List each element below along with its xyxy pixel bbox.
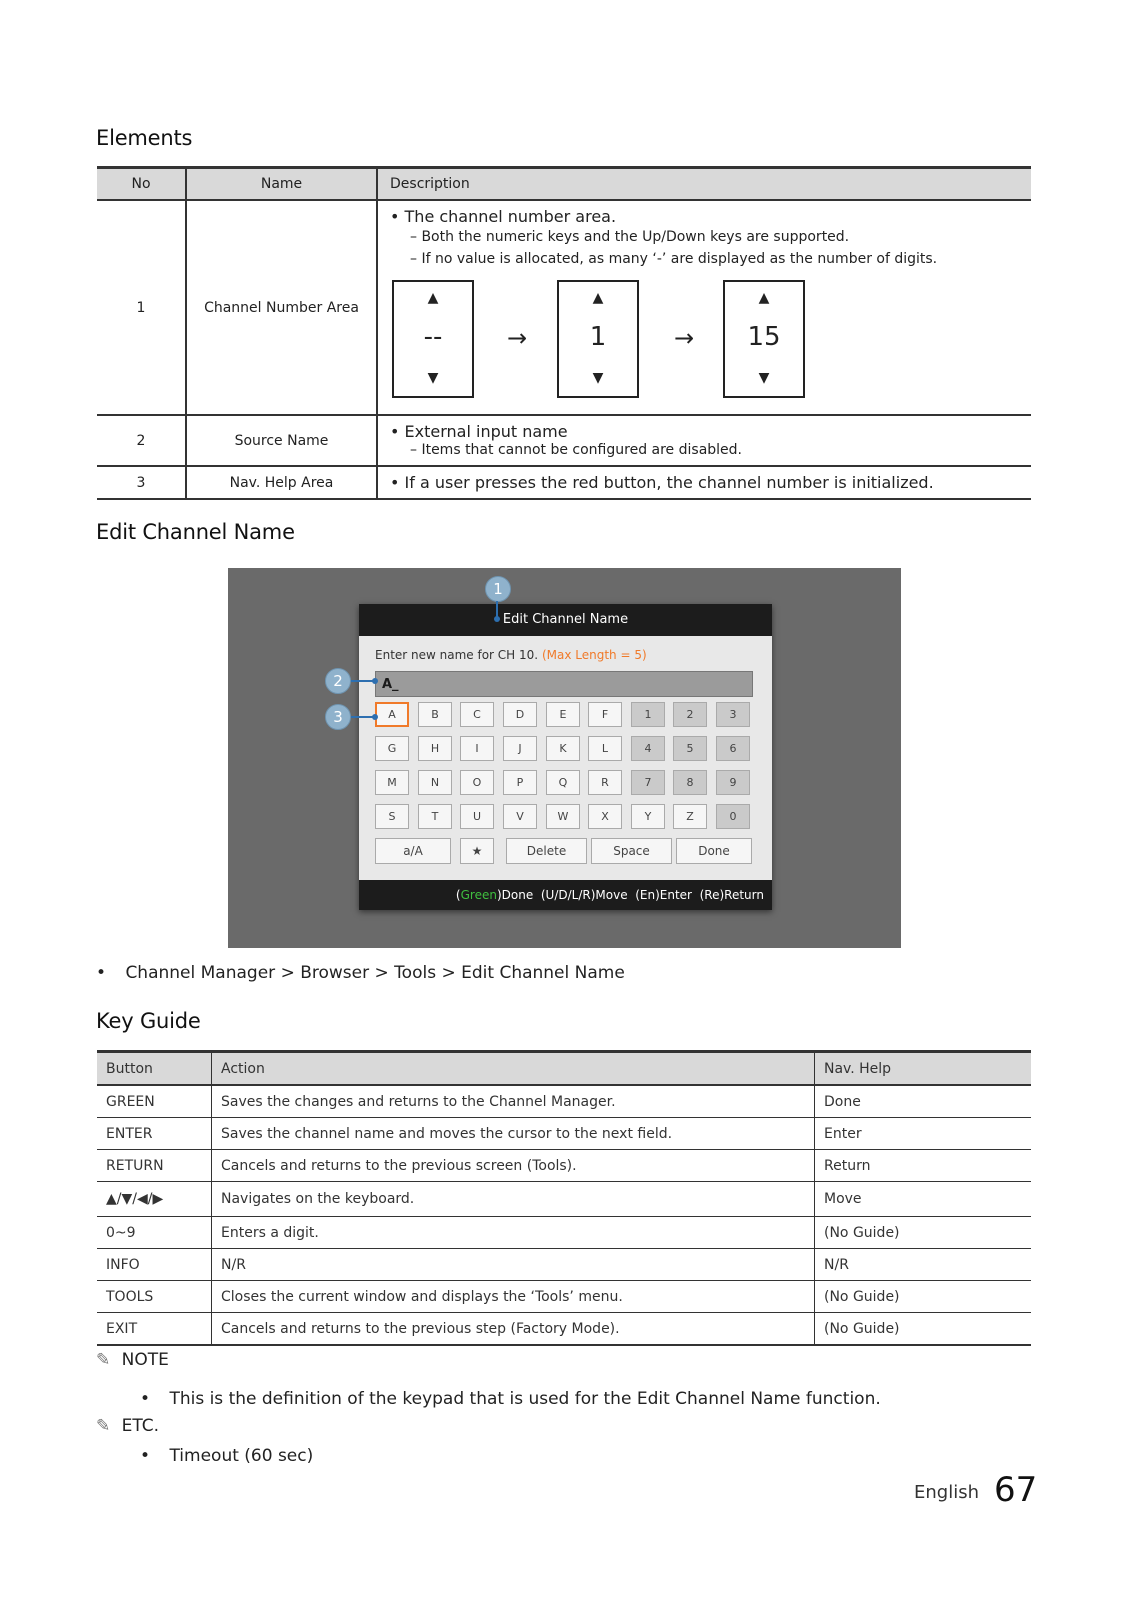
column-header-nav-help: Nav. Help (815, 1052, 1032, 1086)
breadcrumb-separator: > (374, 963, 389, 983)
key-guide-header-row (97, 1052, 1031, 1086)
keypad-key[interactable]: 6 (716, 736, 750, 761)
key-button-cell: 0~9 (97, 1217, 212, 1249)
description-bullet: • If a user presses the red button, the channel number is initialized. (390, 473, 934, 492)
table-row (97, 1150, 1031, 1182)
key-nav-help-cell: (No Guide) (815, 1281, 1032, 1313)
key-button-cell: EXIT (97, 1313, 212, 1346)
breadcrumb-item: Tools (394, 963, 437, 983)
keypad-key[interactable]: 0 (716, 804, 750, 829)
row-name: Source Name (186, 415, 377, 466)
column-header-button: Button (97, 1052, 212, 1086)
key-action-cell: Saves the changes and returns to the Channel Manager. (212, 1085, 815, 1118)
callout-1: 1 (485, 576, 511, 602)
key-button-cell: RETURN (97, 1150, 212, 1182)
keypad-key[interactable]: Z (673, 804, 707, 829)
breadcrumb-item: Channel Manager (125, 963, 276, 983)
keypad-key[interactable]: C (460, 702, 494, 727)
row-description (377, 415, 1031, 466)
keypad-key[interactable]: H (418, 736, 452, 761)
keypad-key[interactable]: 7 (631, 770, 665, 795)
digit-value: -- (423, 322, 443, 352)
key-action-cell: Cancels and returns to the previous step (Factory Mode). (212, 1313, 815, 1346)
key-guide-body (97, 1085, 1031, 1345)
right-arrow-icon: → (674, 324, 695, 352)
row-name: Nav. Help Area (186, 466, 377, 499)
key-nav-help-cell: Return (815, 1150, 1032, 1182)
up-arrow-icon: ▲ (592, 290, 604, 306)
breadcrumb (96, 963, 625, 983)
note-heading (96, 1350, 169, 1370)
breadcrumb-separator: > (280, 963, 295, 983)
keypad-key[interactable]: L (588, 736, 622, 761)
keypad-key[interactable]: G (375, 736, 409, 761)
callout-dot (372, 714, 378, 720)
description-sub: – Both the numeric keys and the Up/Down keys are supported. (410, 229, 850, 245)
table-row (97, 1118, 1031, 1150)
key-guide-table (97, 1050, 1031, 1346)
row-number: 2 (97, 415, 186, 466)
digit-value: 1 (589, 322, 607, 352)
key-action-cell: Saves the channel name and moves the cursor to the next field. (212, 1118, 815, 1150)
table-row (97, 415, 1031, 466)
column-header-name: Name (186, 168, 377, 201)
key-nav-help-cell: Enter (815, 1118, 1032, 1150)
keypad-key[interactable]: P (503, 770, 537, 795)
note-bullet: • (140, 1389, 151, 1409)
breadcrumb-item: Browser (300, 963, 370, 983)
note-item (140, 1389, 881, 1409)
keypad-key[interactable]: T (418, 804, 452, 829)
prompt-limit: (Max Length = 5) (541, 648, 647, 662)
keypad-key[interactable]: M (375, 770, 409, 795)
callout-dot (372, 678, 378, 684)
etc-heading (96, 1416, 159, 1436)
callout-2: 2 (325, 668, 351, 694)
right-arrow-icon: → (507, 324, 528, 352)
digit-value: 15 (747, 322, 781, 352)
done-key[interactable]: Done (676, 838, 752, 864)
row-number: 3 (97, 466, 186, 499)
description-bullet: • The channel number area. (390, 207, 617, 226)
row-description (377, 466, 1031, 499)
table-row (97, 1313, 1031, 1346)
keypad-key[interactable]: 8 (673, 770, 707, 795)
keypad-key[interactable]: 5 (673, 736, 707, 761)
key-button-cell: ▲/▼/◀/▶ (97, 1182, 212, 1217)
star-key[interactable]: ★ (460, 838, 494, 864)
keypad-key[interactable]: O (460, 770, 494, 795)
note-label: NOTE (121, 1350, 169, 1370)
nav-green-label: Green (460, 888, 497, 902)
key-action-cell: Enters a digit. (212, 1217, 815, 1249)
keypad-key[interactable]: Q (546, 770, 580, 795)
table-row (97, 466, 1031, 499)
key-nav-help-cell: (No Guide) (815, 1313, 1032, 1346)
page-number: 67 (994, 1470, 1038, 1510)
callout-3: 3 (325, 704, 351, 730)
down-arrow-icon: ▼ (427, 370, 439, 386)
row-name: Channel Number Area (186, 200, 377, 415)
column-header-no: No (97, 168, 186, 201)
elements-table (97, 166, 1031, 500)
keypad-key[interactable]: D (503, 702, 537, 727)
keypad-key[interactable]: F (588, 702, 622, 727)
keypad-key[interactable]: V (503, 804, 537, 829)
note-text: This is the definition of the keypad that is used for the Edit Channel Name function. (169, 1389, 881, 1409)
callout-dot (494, 616, 500, 622)
pencil-icon: ✎ (96, 1350, 111, 1370)
column-header-action: Action (212, 1052, 815, 1086)
keypad-key[interactable]: X (588, 804, 622, 829)
nav-done: )Done (496, 888, 534, 902)
keypad-key[interactable]: U (460, 804, 494, 829)
keypad-key[interactable]: B (418, 702, 452, 727)
breadcrumb-bullet: • (96, 963, 107, 983)
space-key[interactable]: Space (591, 838, 672, 864)
key-button-cell: INFO (97, 1249, 212, 1281)
description-sub: – If no value is allocated, as many ‘-’ are displayed as the number of digits. (410, 251, 938, 267)
etc-item (140, 1446, 313, 1466)
keypad-key[interactable]: 4 (631, 736, 665, 761)
key-action-cell: N/R (212, 1249, 815, 1281)
table-row (97, 1217, 1031, 1249)
keypad-key[interactable]: S (375, 804, 409, 829)
key-guide-heading: Key Guide (96, 1009, 201, 1033)
keypad-key[interactable]: J (503, 736, 537, 761)
digit-box (557, 280, 639, 398)
key-action-cell: Cancels and returns to the previous screen (Tools). (212, 1150, 815, 1182)
nav-enter: (En)Enter (635, 888, 692, 902)
etc-bullet: • (140, 1446, 151, 1466)
table-row (97, 1182, 1031, 1217)
nav-move: (U/D/L/R)Move (540, 888, 628, 902)
key-button-cell: GREEN (97, 1085, 212, 1118)
delete-key[interactable]: Delete (506, 838, 587, 864)
elements-heading: Elements (96, 126, 193, 150)
edit-channel-name-heading: Edit Channel Name (96, 520, 295, 544)
table-row (97, 1085, 1031, 1118)
edit-channel-screen (228, 568, 901, 948)
row-description (377, 200, 1031, 415)
digit-box (723, 280, 805, 398)
breadcrumb-separator: > (441, 963, 456, 983)
keypad-key[interactable]: R (588, 770, 622, 795)
keypad-key[interactable]: I (460, 736, 494, 761)
dialog-prompt (375, 648, 647, 662)
keypad-key[interactable]: A (375, 702, 409, 727)
key-button-cell: TOOLS (97, 1281, 212, 1313)
keypad-key[interactable]: K (546, 736, 580, 761)
etc-text: Timeout (60 sec) (169, 1446, 314, 1466)
description-bullet: • External input name (390, 422, 568, 441)
up-arrow-icon: ▲ (427, 290, 439, 306)
down-arrow-icon: ▼ (758, 370, 770, 386)
key-nav-help-cell: (No Guide) (815, 1217, 1032, 1249)
keypad-key[interactable]: 9 (716, 770, 750, 795)
table-row (97, 1281, 1031, 1313)
description-sub: – Items that cannot be configured are disabled. (410, 442, 743, 458)
column-header-description: Description (377, 168, 1031, 201)
keypad-key[interactable]: W (546, 804, 580, 829)
elements-header-row (97, 168, 1031, 201)
channel-number-illustration (390, 280, 1019, 408)
key-action-cell: Closes the current window and displays the ‘Tools’ menu. (212, 1281, 815, 1313)
nav-help-bar (359, 880, 772, 910)
down-arrow-icon: ▼ (592, 370, 604, 386)
key-nav-help-cell: N/R (815, 1249, 1032, 1281)
case-toggle-key[interactable]: a/A (375, 838, 451, 864)
prompt-text: Enter new name for CH 10. (375, 648, 539, 662)
keypad-key[interactable]: Y (631, 804, 665, 829)
keypad-key[interactable]: 1 (631, 702, 665, 727)
key-nav-help-cell: Move (815, 1182, 1032, 1217)
table-row (97, 200, 1031, 415)
etc-label: ETC. (121, 1416, 160, 1436)
digit-box (392, 280, 474, 398)
key-button-cell: ENTER (97, 1118, 212, 1150)
breadcrumb-item: Edit Channel Name (461, 963, 625, 983)
dialog-title: Edit Channel Name (359, 604, 772, 636)
channel-name-input[interactable]: A_ (375, 671, 753, 697)
row-number: 1 (97, 200, 186, 415)
keypad-key[interactable]: E (546, 702, 580, 727)
nav-open-paren: ( (455, 888, 461, 902)
keypad-key[interactable]: 3 (716, 702, 750, 727)
pencil-icon: ✎ (96, 1416, 111, 1436)
edit-channel-dialog (359, 604, 772, 910)
up-arrow-icon: ▲ (758, 290, 770, 306)
keypad-key[interactable]: N (418, 770, 452, 795)
nav-return: (Re)Return (699, 888, 764, 902)
keypad-key[interactable]: 2 (673, 702, 707, 727)
key-action-cell: Navigates on the keyboard. (212, 1182, 815, 1217)
table-row (97, 1249, 1031, 1281)
key-nav-help-cell: Done (815, 1085, 1032, 1118)
footer-language: English (914, 1482, 979, 1503)
